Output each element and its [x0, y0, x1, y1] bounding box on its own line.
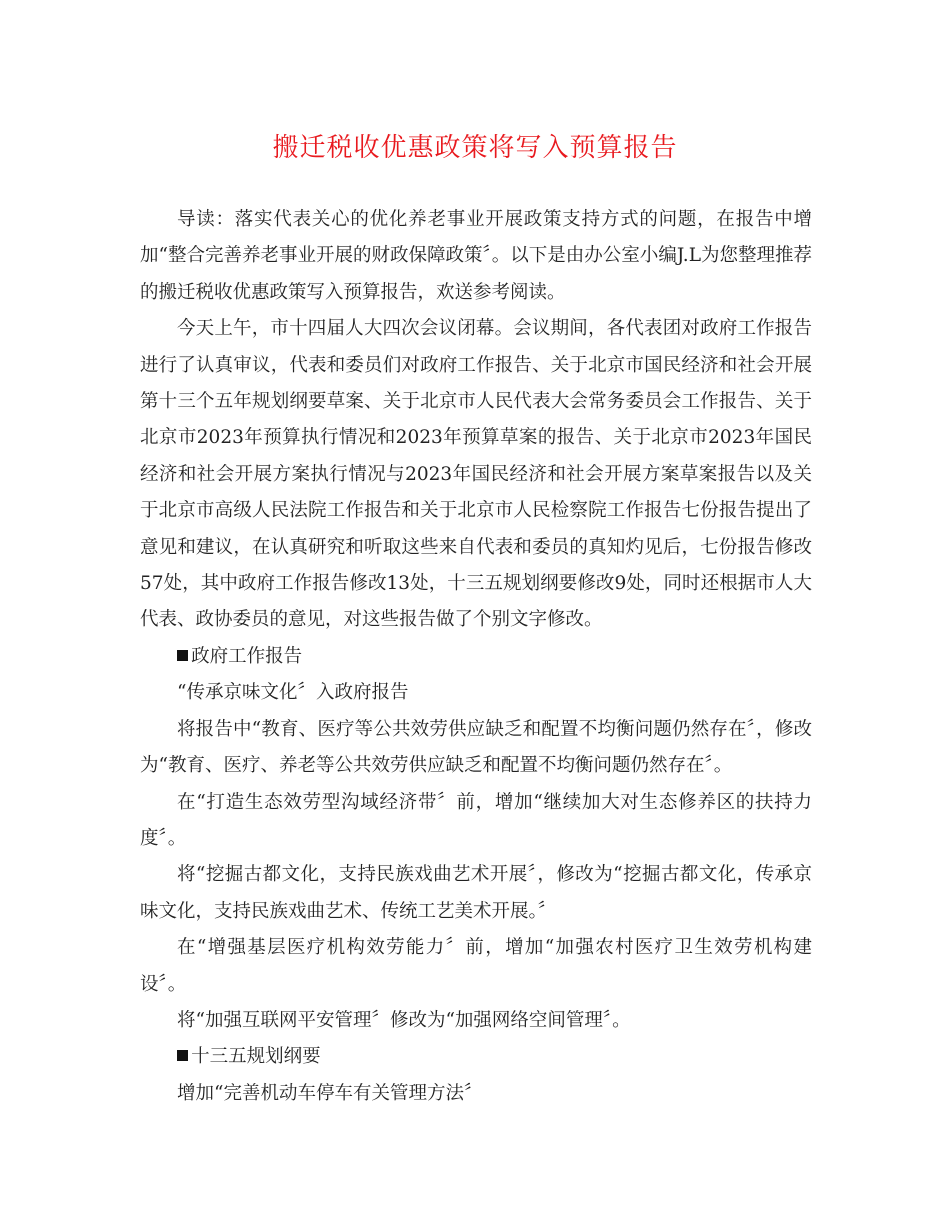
square-bullet-icon: [177, 650, 188, 661]
document-title: 搬迁税收优惠政策将写入预算报告: [272, 133, 678, 163]
intro-paragraph: 导读：落实代表关心的优化养老事业开展政策支持方式的问题，在报告中增加“整合完善养老事业开展的财政保障政策〞。以下是由办公室小编J.L为您整理推荐的搬迁税收优惠政策写入预算报告，欢送参考阅读。: [140, 209, 812, 303]
body-paragraph: 今天上午，市十四届人大四次会议闭幕。会议期间，各代表团对政府工作报告进行了认真审议，代表和委员们对政府工作报告、关于北京市国民经济和社会开展第十三个五年规划纲要草案、关于北京市人民代表大会常务委员会工作报告、关于北京市2023年预算执行情况和2023年预算草案的报告、关于北京市2023年国民经济和社会开展方案执行情况与2023年国民经济和社会开展方案草案报告以及关于北京市高级人民法院工作报告和关于北京市人民检察院工作报告七份报告提出了意见和建议，在认真研究和听取这些来自代表和委员的真知灼见后，七份报告修改57处，其中政府工作报告修改13处，十三五规划纲要修改9处，同时还根据市人大代表、政协委员的意见，对这些报告做了个别文字修改。: [140, 318, 812, 631]
section-heading: [140, 639, 812, 675]
square-bullet-icon: [177, 1050, 188, 1061]
section-heading-text: 政府工作报告: [191, 645, 303, 667]
body-paragraph: 增加“完善机动车停车有关管理方法〞: [177, 1082, 483, 1104]
body-paragraph: 将“加强互联网平安管理〞修改为“加强网络空间管理〞。: [177, 1009, 631, 1031]
body-paragraph: 在“增强基层医疗机构效劳能力〞前，增加“加强农村医疗卫生效劳机构建设〞。: [140, 937, 812, 995]
body-paragraph: 将报告中“教育、医疗等公共效劳供应缺乏和配置不均衡问题仍然存在〞，修改为“教育、医疗、养老等公共效劳供应缺乏和配置不均衡问题仍然存在〞。: [140, 718, 812, 777]
body-paragraph: “传承京味文化〞入政府报告: [177, 682, 409, 704]
document-body: [140, 202, 812, 1112]
section-heading-text: 十三五规划纲要: [191, 1046, 321, 1068]
section-heading: [140, 1039, 812, 1075]
body-paragraph: 在“打造生态效劳型沟域经济带〞前，增加“继续加大对生态修养区的扶持力度〞。: [140, 791, 812, 849]
body-paragraph: 将“挖掘古都文化，支持民族戏曲艺术开展〞，修改为“挖掘古都文化，传承京味文化，支持民族戏曲艺术、传统工艺美术开展。〞: [140, 864, 812, 922]
